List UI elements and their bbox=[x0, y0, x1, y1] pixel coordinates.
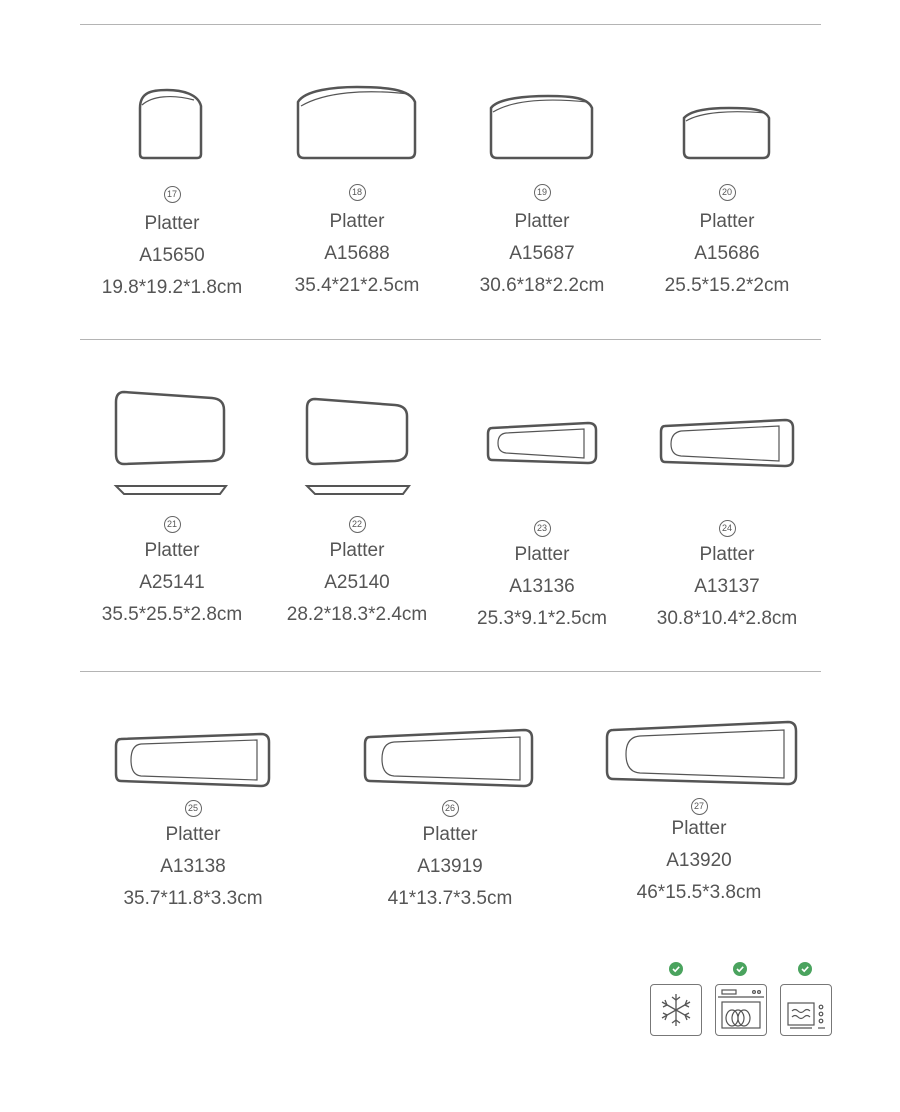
product-code: A13919 bbox=[417, 856, 483, 877]
divider-bottom bbox=[80, 671, 821, 672]
check-icon bbox=[733, 962, 747, 976]
check-icon bbox=[798, 962, 812, 976]
product-code: A13138 bbox=[160, 856, 226, 877]
product-size: 30.8*10.4*2.8cm bbox=[656, 608, 798, 629]
item-number: 23 bbox=[534, 520, 551, 537]
dishwasher-safe-icon bbox=[715, 984, 767, 1036]
product-name: Platter bbox=[671, 818, 727, 839]
item-number: 18 bbox=[349, 184, 366, 201]
item-number: 25 bbox=[185, 800, 202, 817]
product-code: A15687 bbox=[509, 243, 575, 264]
product-26 bbox=[355, 726, 545, 915]
product-code: A25140 bbox=[324, 572, 390, 593]
product-size: 28.2*18.3*2.4cm bbox=[286, 604, 428, 625]
platter-25-illustration bbox=[113, 730, 273, 790]
product-code: A25141 bbox=[139, 572, 205, 593]
product-size: 19.8*19.2*1.8cm bbox=[101, 277, 243, 298]
product-17 bbox=[77, 88, 267, 304]
platter-22-illustration bbox=[303, 396, 411, 498]
platter-18-illustration bbox=[295, 84, 419, 162]
product-size: 35.4*21*2.5cm bbox=[294, 275, 420, 296]
item-number: 17 bbox=[164, 186, 181, 203]
freezer-safe-icon bbox=[650, 984, 702, 1036]
divider-middle bbox=[80, 339, 821, 340]
platter-20-illustration bbox=[681, 106, 773, 162]
product-code: A13136 bbox=[509, 576, 575, 597]
platter-24-illustration bbox=[657, 417, 797, 471]
item-number: 22 bbox=[349, 516, 366, 533]
product-25 bbox=[98, 730, 288, 915]
item-number: 26 bbox=[442, 800, 459, 817]
platter-17-illustration bbox=[132, 88, 212, 162]
product-18 bbox=[262, 84, 452, 302]
product-code: A15650 bbox=[139, 245, 205, 266]
product-27 bbox=[604, 718, 794, 909]
product-name: Platter bbox=[329, 211, 385, 232]
product-code: A15686 bbox=[694, 243, 760, 264]
item-number: 27 bbox=[691, 798, 708, 815]
product-size: 35.5*25.5*2.8cm bbox=[101, 604, 243, 625]
item-number: 19 bbox=[534, 184, 551, 201]
product-name: Platter bbox=[144, 540, 200, 561]
product-name: Platter bbox=[699, 544, 755, 565]
product-size: 25.5*15.2*2cm bbox=[664, 275, 790, 296]
platter-21-illustration bbox=[112, 388, 232, 498]
product-name: Platter bbox=[514, 544, 570, 565]
item-number: 20 bbox=[719, 184, 736, 201]
item-number: 24 bbox=[719, 520, 736, 537]
product-name: Platter bbox=[165, 824, 221, 845]
platter-19-illustration bbox=[488, 94, 596, 162]
product-size: 30.6*18*2.2cm bbox=[479, 275, 605, 296]
product-code: A13920 bbox=[666, 850, 732, 871]
product-size: 35.7*11.8*3.3cm bbox=[123, 888, 263, 909]
item-number: 21 bbox=[164, 516, 181, 533]
platter-27-illustration bbox=[604, 718, 800, 788]
product-code: A15688 bbox=[324, 243, 390, 264]
product-21 bbox=[77, 388, 267, 631]
product-size: 25.3*9.1*2.5cm bbox=[477, 608, 607, 629]
product-19 bbox=[447, 94, 637, 302]
product-name: Platter bbox=[329, 540, 385, 561]
product-size: 46*15.5*3.8cm bbox=[636, 882, 762, 903]
product-code: A13137 bbox=[694, 576, 760, 597]
check-icon bbox=[669, 962, 683, 976]
product-name: Platter bbox=[699, 211, 755, 232]
product-20 bbox=[632, 106, 822, 302]
product-size: 41*13.7*3.5cm bbox=[387, 888, 513, 909]
platter-26-illustration bbox=[362, 726, 538, 790]
microwave-safe-icon bbox=[780, 984, 832, 1036]
product-23 bbox=[447, 420, 637, 635]
divider-top bbox=[80, 24, 821, 25]
platter-23-illustration bbox=[484, 420, 600, 468]
product-name: Platter bbox=[514, 211, 570, 232]
product-22 bbox=[262, 396, 452, 631]
product-name: Platter bbox=[422, 824, 478, 845]
product-name: Platter bbox=[144, 213, 200, 234]
product-24 bbox=[632, 417, 822, 635]
